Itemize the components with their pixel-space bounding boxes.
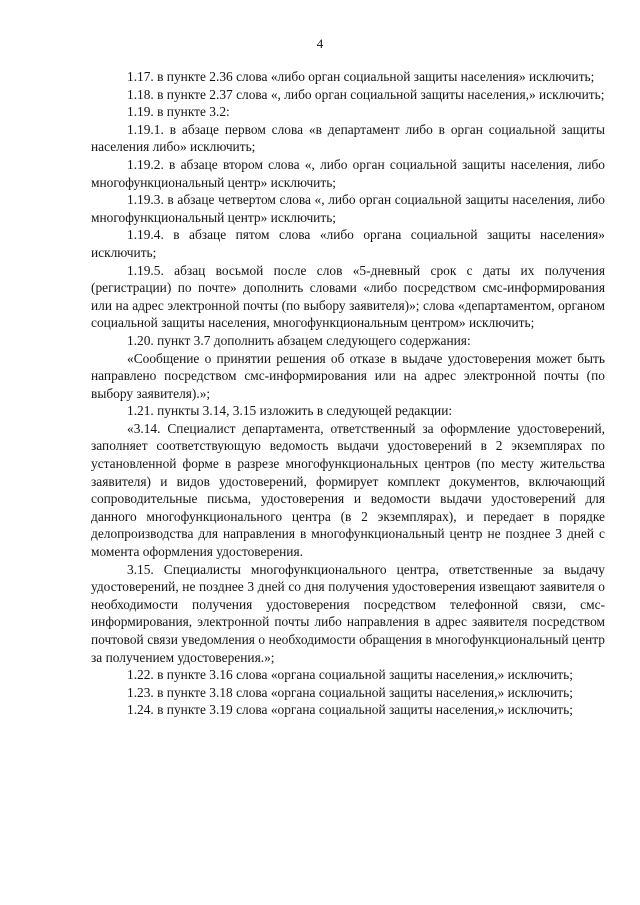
paragraph-1-19: 1.19. в пункте 3.2: [127,104,230,120]
paragraph-3-14: «3.14. Специалист департамента, ответственный за оформление удостоверений, заполняет соответствующую ведомость выдачи удостоверений в 2 экземплярах по установленной форме в разрезе многофункциональных центров (по месту жительства заявителя) и видов удостоверений, формирует комплект документов, включающий сопроводительные письма, удостоверения и ведомости выдачи удостоверений для данного многофункционального центра (в 2 экземплярах), и передает в порядке делопроизводства для направления в многофункциональный центр не позднее 3 дней с момента оформления удостоверения. [91,420,605,560]
paragraph-1-18: 1.18. в пункте 2.37 слова «, либо орган социальной защиты населения,» исключить; [127,86,605,102]
paragraph-3-15: 3.15. Специалисты многофункционального центра, ответственные за выдачу удостоверений, не позднее 3 дней со дня получения удостоверения извещают заявителя о необходимости получения удостоверения посредством телефонной связи, смс-информирования, электронной почты либо направления в адрес заявителя посредством почтовой связи уведомления о необходимости обращения в многофункциональный центр за получением удостоверения.»; [91,561,605,665]
document-body [91,68,605,719]
paragraph-1-19-1: 1.19.1. в абзаце первом слова «в департамент либо в орган социальной защиты населения либо» исключить; [91,121,605,155]
paragraph-1-19-5: 1.19.5. абзац восьмой после слов «5-дневный срок с даты их получения (регистрации) по почте» дополнить словами «либо посредством смс-информирования или на адрес электронной почты (по выбору заявителя)»; слова «департаментом, органом социальной защиты населения, многофункциональным центром» исключить; [91,262,605,331]
paragraph-1-19-3: 1.19.3. в абзаце четвертом слова «, либо орган социальной защиты населения, либо многофункциональный центр» исключить; [91,192,605,225]
paragraph-1-22: 1.22. в пункте 3.16 слова «органа социальной защиты населения,» исключить; [127,667,573,683]
page-number: 4 [316,36,324,51]
paragraph-1-19-2: 1.19.2. в абзаце втором слова «, либо орган социальной защиты населения, либо многофункциональный центр» исключить; [91,156,605,190]
paragraph-quote-refusal: «Сообщение о принятии решения об отказе в выдаче удостоверения может быть направлено посредством смс-информирования или на адрес электронной почты (по выбору заявителя).»; [91,350,605,401]
paragraph-1-23: 1.23. в пункте 3.18 слова «органа социальной защиты населения,» исключить; [127,684,573,700]
paragraph-1-17: 1.17. в пункте 2.36 слова «либо орган социальной защиты населения» исключить; [127,69,595,84]
paragraph-1-21: 1.21. пункты 3.14, 3.15 изложить в следующей редакции: [127,403,453,419]
paragraph-1-24: 1.24. в пункте 3.19 слова «органа социальной защиты населения,» исключить; [127,702,573,718]
paragraph-1-19-4: 1.19.4. в абзаце пятом слова «либо органа социальной защиты населения» исключить; [91,227,605,260]
paragraph-1-20: 1.20. пункт 3.7 дополнить абзацем следующего содержания: [127,332,471,348]
